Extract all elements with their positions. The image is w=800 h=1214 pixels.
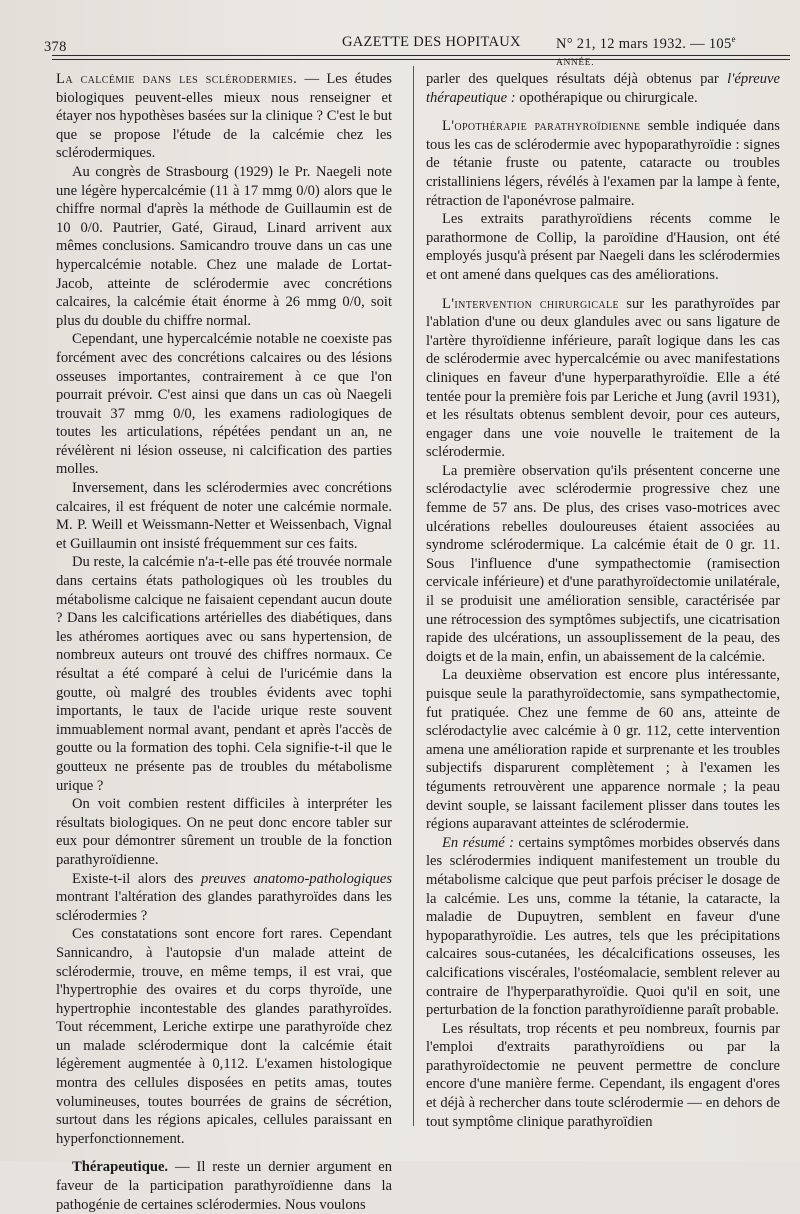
paragraph-opotherapie: L'opothérapie parathyroïdienne semble indiquée dans tous les cas de sclérodermie avec hypoparathyroïdie : signes de tétanie fruste ou patente, cataracte ou troubles cristalliniens légers, révélés à l'examen par la lampe à fente, rétraction de l'aponévrose palmaire. [426,118,780,209]
paragraph-therapeutique: Thérapeutique. — Il reste un dernier argument en faveur de la participation parathyroïdienne dans la pathogénie de certaines sclérodermies. Nous voulons [56,1159,392,1213]
paragraph: Les résultats, trop récents et peu nombreux, fournis par l'emploi d'extraits parathyroïdiens ou par la parathyroïdectomie ne peuvent permettre de conclure encore d'une manière ferme. Cependant, ils engagent d'ores et déjà à rechercher dans toute sclérodermie — en dehors de tout symptôme clinique parathyroïdien [426,1020,780,1130]
column-divider [413,66,414,1126]
paragraph: Ces constatations sont encore fort rares. Cependant Sannicandro, à l'autopsie d'un malade atteint de sclérodermie, trouve, en même temps, il est vrai, que l'hypertrophie des ovaires et du corps thyroïde, une hypertrophie incontestable des glandes parathyroïdes. Tout récemment, Leriche extirpe une parathyroïde chez un malade sclérodermique dont la calcémie était légèrement augmentée à 0,112. L'examen histologique montra des cellules disposées en petits amas, toutes volumineuses, toutes bourrées de grains de sécrétion, surtout dans les régions apicales, cellules paraissant en hyperfonctionnement. [56,926,392,1147]
page-header [44,28,774,68]
section-heading-therapeutique: Thérapeutique. [72,1159,169,1176]
issue-info [556,34,774,70]
paragraph: Existe-t-il alors des preuves anatomo-pathologiques montrant l'altération des glandes parathyroïdes dans les sclérodermies ? [56,870,392,924]
issue-date: N° 21, 12 mars 1932. — 105 [556,35,732,52]
paragraph: La deuxième observation est encore plus intéressante, puisque seule la parathyroïdectomie, sans sympathectomie, fut pratiquée. Chez une femme de 60 ans, atteinte de sclérodactylie avec calcémie à 0 gr. 112, cette intervention amena une amélioration rapide et surprenante et les troubles subjectifs disparurent complètement ; à l'examen les téguments retrouvèrent une apparence normale ; la peau devint souple, se laissant facilement plisser dans toutes les régions auparavant atteintes de sclérodermie. [426,667,780,833]
paragraph: La première observation qu'ils présentent concerne une sclérodactylie avec sclérodermie progressive chez une femme de 57 ans. De plus, des crises vaso-motrices avec ulcérations rebelles douloureuses étaient associées au syndrome sclérodermique. La calcémie était de 0 gr. 11. Sous l'influence d'une sympathectomie (ramisection cervicale inférieure) et d'une parathyroïdectomie unilatérale, il se produisit une amélioration sensible, caractérisée par une rétrocession des symptômes subjectifs, une cicatrisation rapide des ulcérations, un assouplissement de la peau, des doigts et de la main, enfin, un abaissement de la calcémie. [426,462,780,665]
section-heading-opotherapie: L'opothérapie parathyroïdienne [442,118,641,135]
section-heading-calcemie: La calcémie dans les sclérodermies. [56,71,298,87]
issue-year-label: ANNÉE. [556,57,595,68]
paragraph-intervention: L'intervention chirurgicale sur les parathyroïdes par l'ablation d'une ou deux glandules avec ou sans ligature de l'artère thyroïdienne inférieure, paraît logique dans les cas de sclérodermie avec hypercalcémie ou avec manifestations cliniques en faveur d'une hyperparathyroïdie. Elle a été tentée pour la première fois par Leriche et Jung (avril 1931), et les résultats obtenus semblent devoir, pour ces auteurs, engager dans une voie nouvelle le traitement de la sclérodermie. [426,295,781,461]
paragraph: Cependant, une hypercalcémie notable ne coexiste pas forcément avec des concrétions calcaires ou des lésions osseuses importantes, contrairement à ce que l'on pourrait prévoir. C'est ainsi que dans un cas où Naegeli trouvait 37 mmg 0/0, les examens radiologiques de toutes les articulations, répétées pendant un an, ne révélèrent ni lésion osseuse, ni calcification des parties molles. [56,331,392,478]
paragraph: Au congrès de Strasbourg (1929) le Pr. Naegeli note une légère hypercalcémie (11 à 17 mmg 0/0) alors que le chiffre normal d'après la méthode de Guillaumin est de 10 0/0. Pautrier, Gaté, Giraud, Linard arrivent aux mêmes conclusions. Samicandro trouve dans un cas une hypercalcémie notable. Chez une malade de Lortat-Jacob, atteinte de sclérodermie avec concrétions calcaires, la calcémie était énorme à 26 mmg 0/0, soit plus du double du chiffre normal. [56,163,392,329]
page-number: 378 [44,39,67,55]
paragraph-calcemie: La calcémie dans les sclérodermies. — Les études biologiques peuvent-elles mieux nous renseigner et étayer nos hypothèses basées sur la clinique ? C'est le but que se propose l'étude de la calcémie chez les sclérodermiques. [56,71,392,162]
header-rule-thin [52,59,790,60]
header-rule [52,55,790,56]
paragraph: parler des quelques résultats déjà obtenus par l'épreuve thérapeutique : opothérapique ou chirurgicale. [426,71,780,106]
paragraph: Les extraits parathyroïdiens récents comme le parathormone de Collip, la paroïdine d'Hausion, ont été employés jusqu'à présent par Naegeli dans les sclérodermies et ont amené dans quelques cas des améliorations. [426,211,780,283]
paragraph: Inversement, dans les sclérodermies avec concrétions calcaires, il est fréquent de noter une calcémie normale. M. P. Weill et Weissmann-Netter et Weissenbach, Vignal et Guillaumin ont insisté fréquemment sur ces faits. [56,480,392,552]
paragraph: On voit combien restent difficiles à interpréter les résultats biologiques. On ne peut donc encore tabler sur eux pour démontrer sûrement un trouble de la fonction parathyroïdienne. [56,796,392,868]
right-column [426,70,780,1131]
journal-title: GAZETTE DES HOPITAUX [342,34,521,50]
paragraph: Du reste, la calcémie n'a-t-elle pas été trouvée normale dans certains états pathologiques où les troubles du métabolisme calcique ne faisaient cependant aucun doute ? Dans les calcifications artérielles des diabétiques, dans les athéromes aortiques avec ou sans hypertension, de nombreux auteurs ont trouvé des chiffres normaux. Ce résultat a été comparé à celui de l'uricémie dans la goutte, où malgré des troubles évidents avec tophi importants, le taux de l'acide urique reste souvent immuablement normal avant, pendant et après l'accès de goutte ou la formation des tophi. Cela signifie-t-il que le goutteux ne présente pas de troubles du métabolisme urique ? [56,554,392,794]
section-heading-intervention: L'intervention chirurgicale [442,295,620,312]
issue-superscript: e [731,34,736,44]
left-column [56,70,392,1214]
paragraph-resume: En résumé : certains symptômes morbides observés dans les sclérodermies indiquent manifestement un trouble du métabolisme calcique que peut parfois préciser le dosage de la calcémie. Les uns, comme la tétanie, la cataracte, la maladie de Dupuytren, semblent en faveur d'une hypoparathyroïdie. Les autres, tels que les précipitations calcaires sous-cutanées, les décalcifications osseuses, les calcifications viscérales, l'ostéomalacie, semblent relever au contraire de l'hyperparathyroïdie. Quoi qu'il en soit, une perturbation de la fonction parathyroïdienne paraît probable. [426,834,780,1019]
